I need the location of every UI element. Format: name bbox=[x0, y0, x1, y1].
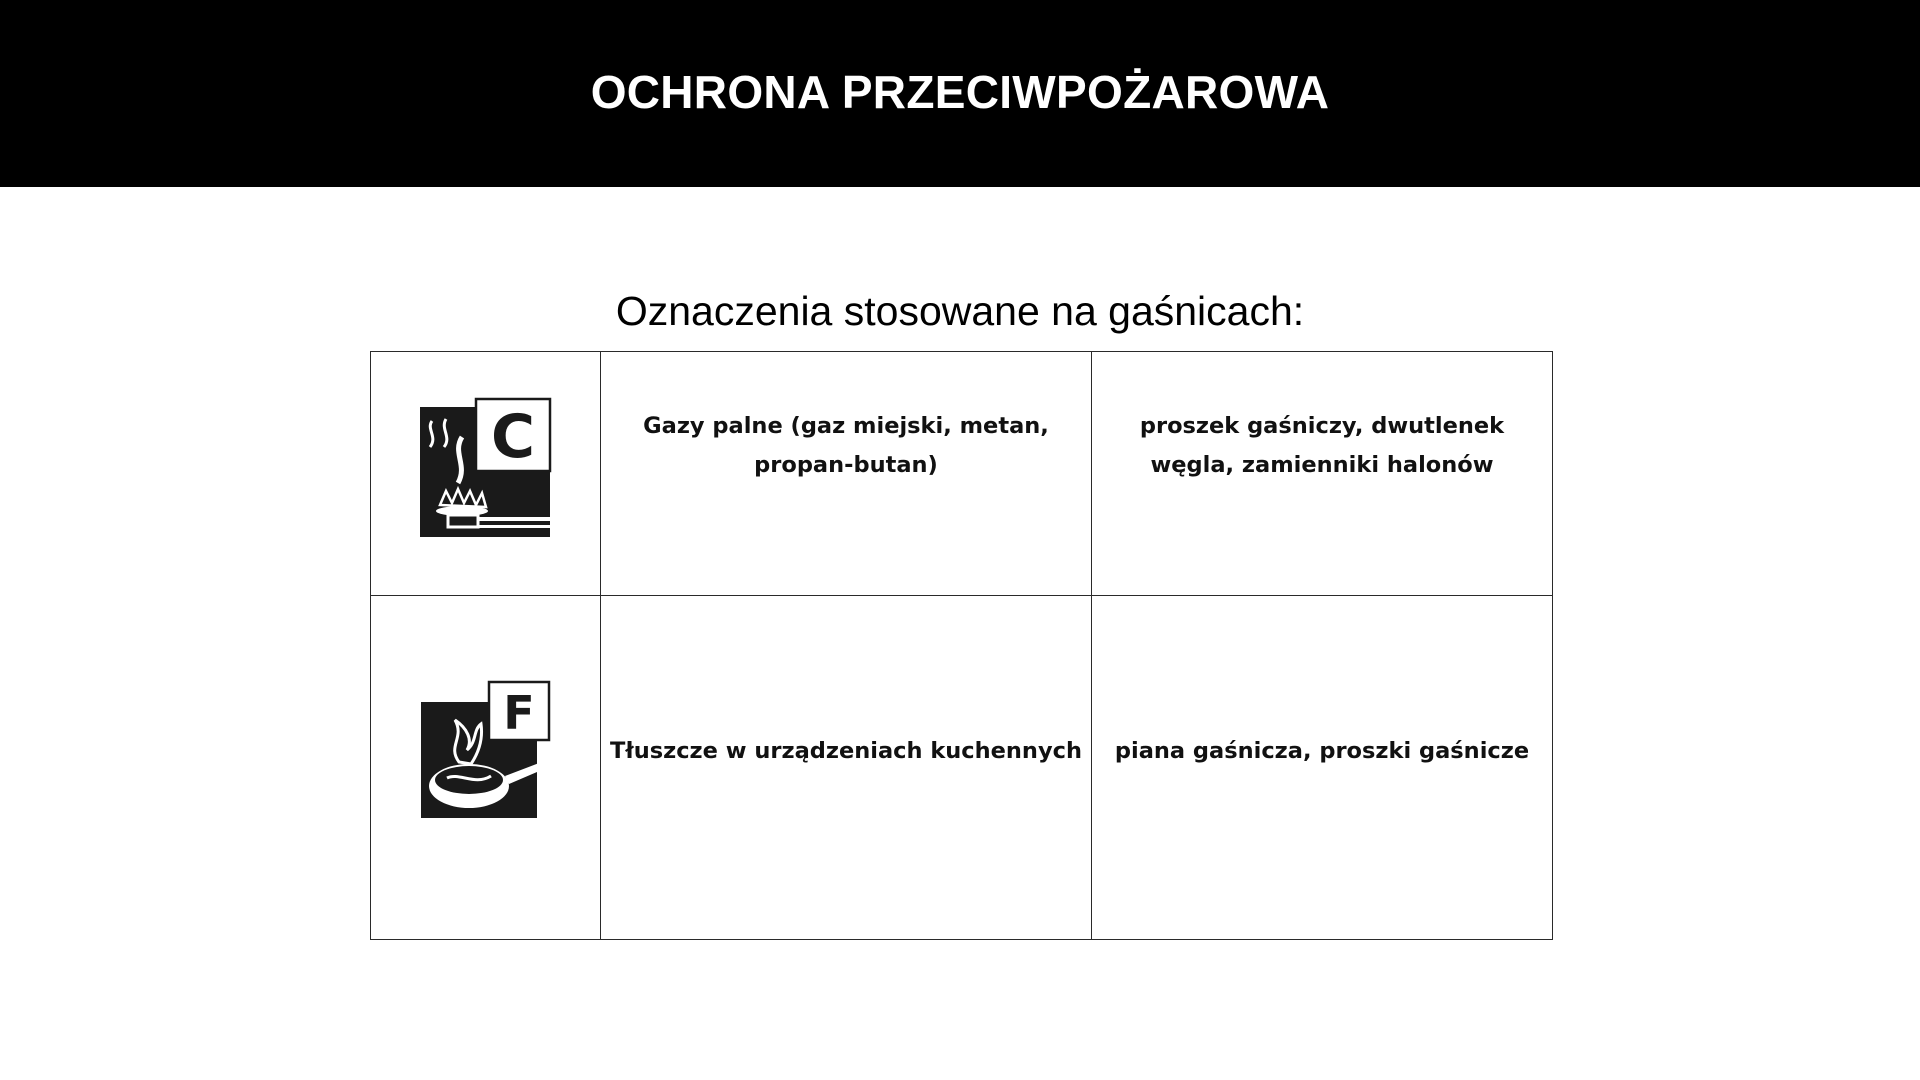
class-letter: C bbox=[490, 401, 535, 472]
icon-cell bbox=[371, 352, 601, 596]
fire-class-description: Gazy palne (gaz miejski, metan, propan-butan) bbox=[601, 352, 1092, 596]
fire-class-description: Tłuszcze w urządzeniach kuchennych bbox=[601, 596, 1092, 940]
extinguishing-agents: piana gaśnicza, proszki gaśnicze bbox=[1092, 596, 1553, 940]
table-caption: Oznaczenia stosowane na gaśnicach: bbox=[615, 288, 1305, 334]
frying-pan-fire-icon bbox=[419, 680, 553, 820]
page-title: OCHRONA PRZECIWPOŻAROWA bbox=[590, 66, 1330, 118]
gas-burner-flame-icon bbox=[418, 397, 554, 539]
icon-cell bbox=[371, 596, 601, 940]
table-row-class-f bbox=[371, 596, 1553, 940]
title-bar bbox=[0, 0, 1920, 187]
table-row-class-c bbox=[371, 352, 1553, 596]
class-letter: F bbox=[502, 685, 535, 740]
extinguishing-agents: proszek gaśniczy, dwutlenek węgla, zamienniki halonów bbox=[1092, 352, 1553, 596]
extinguisher-class-table bbox=[370, 351, 1553, 940]
